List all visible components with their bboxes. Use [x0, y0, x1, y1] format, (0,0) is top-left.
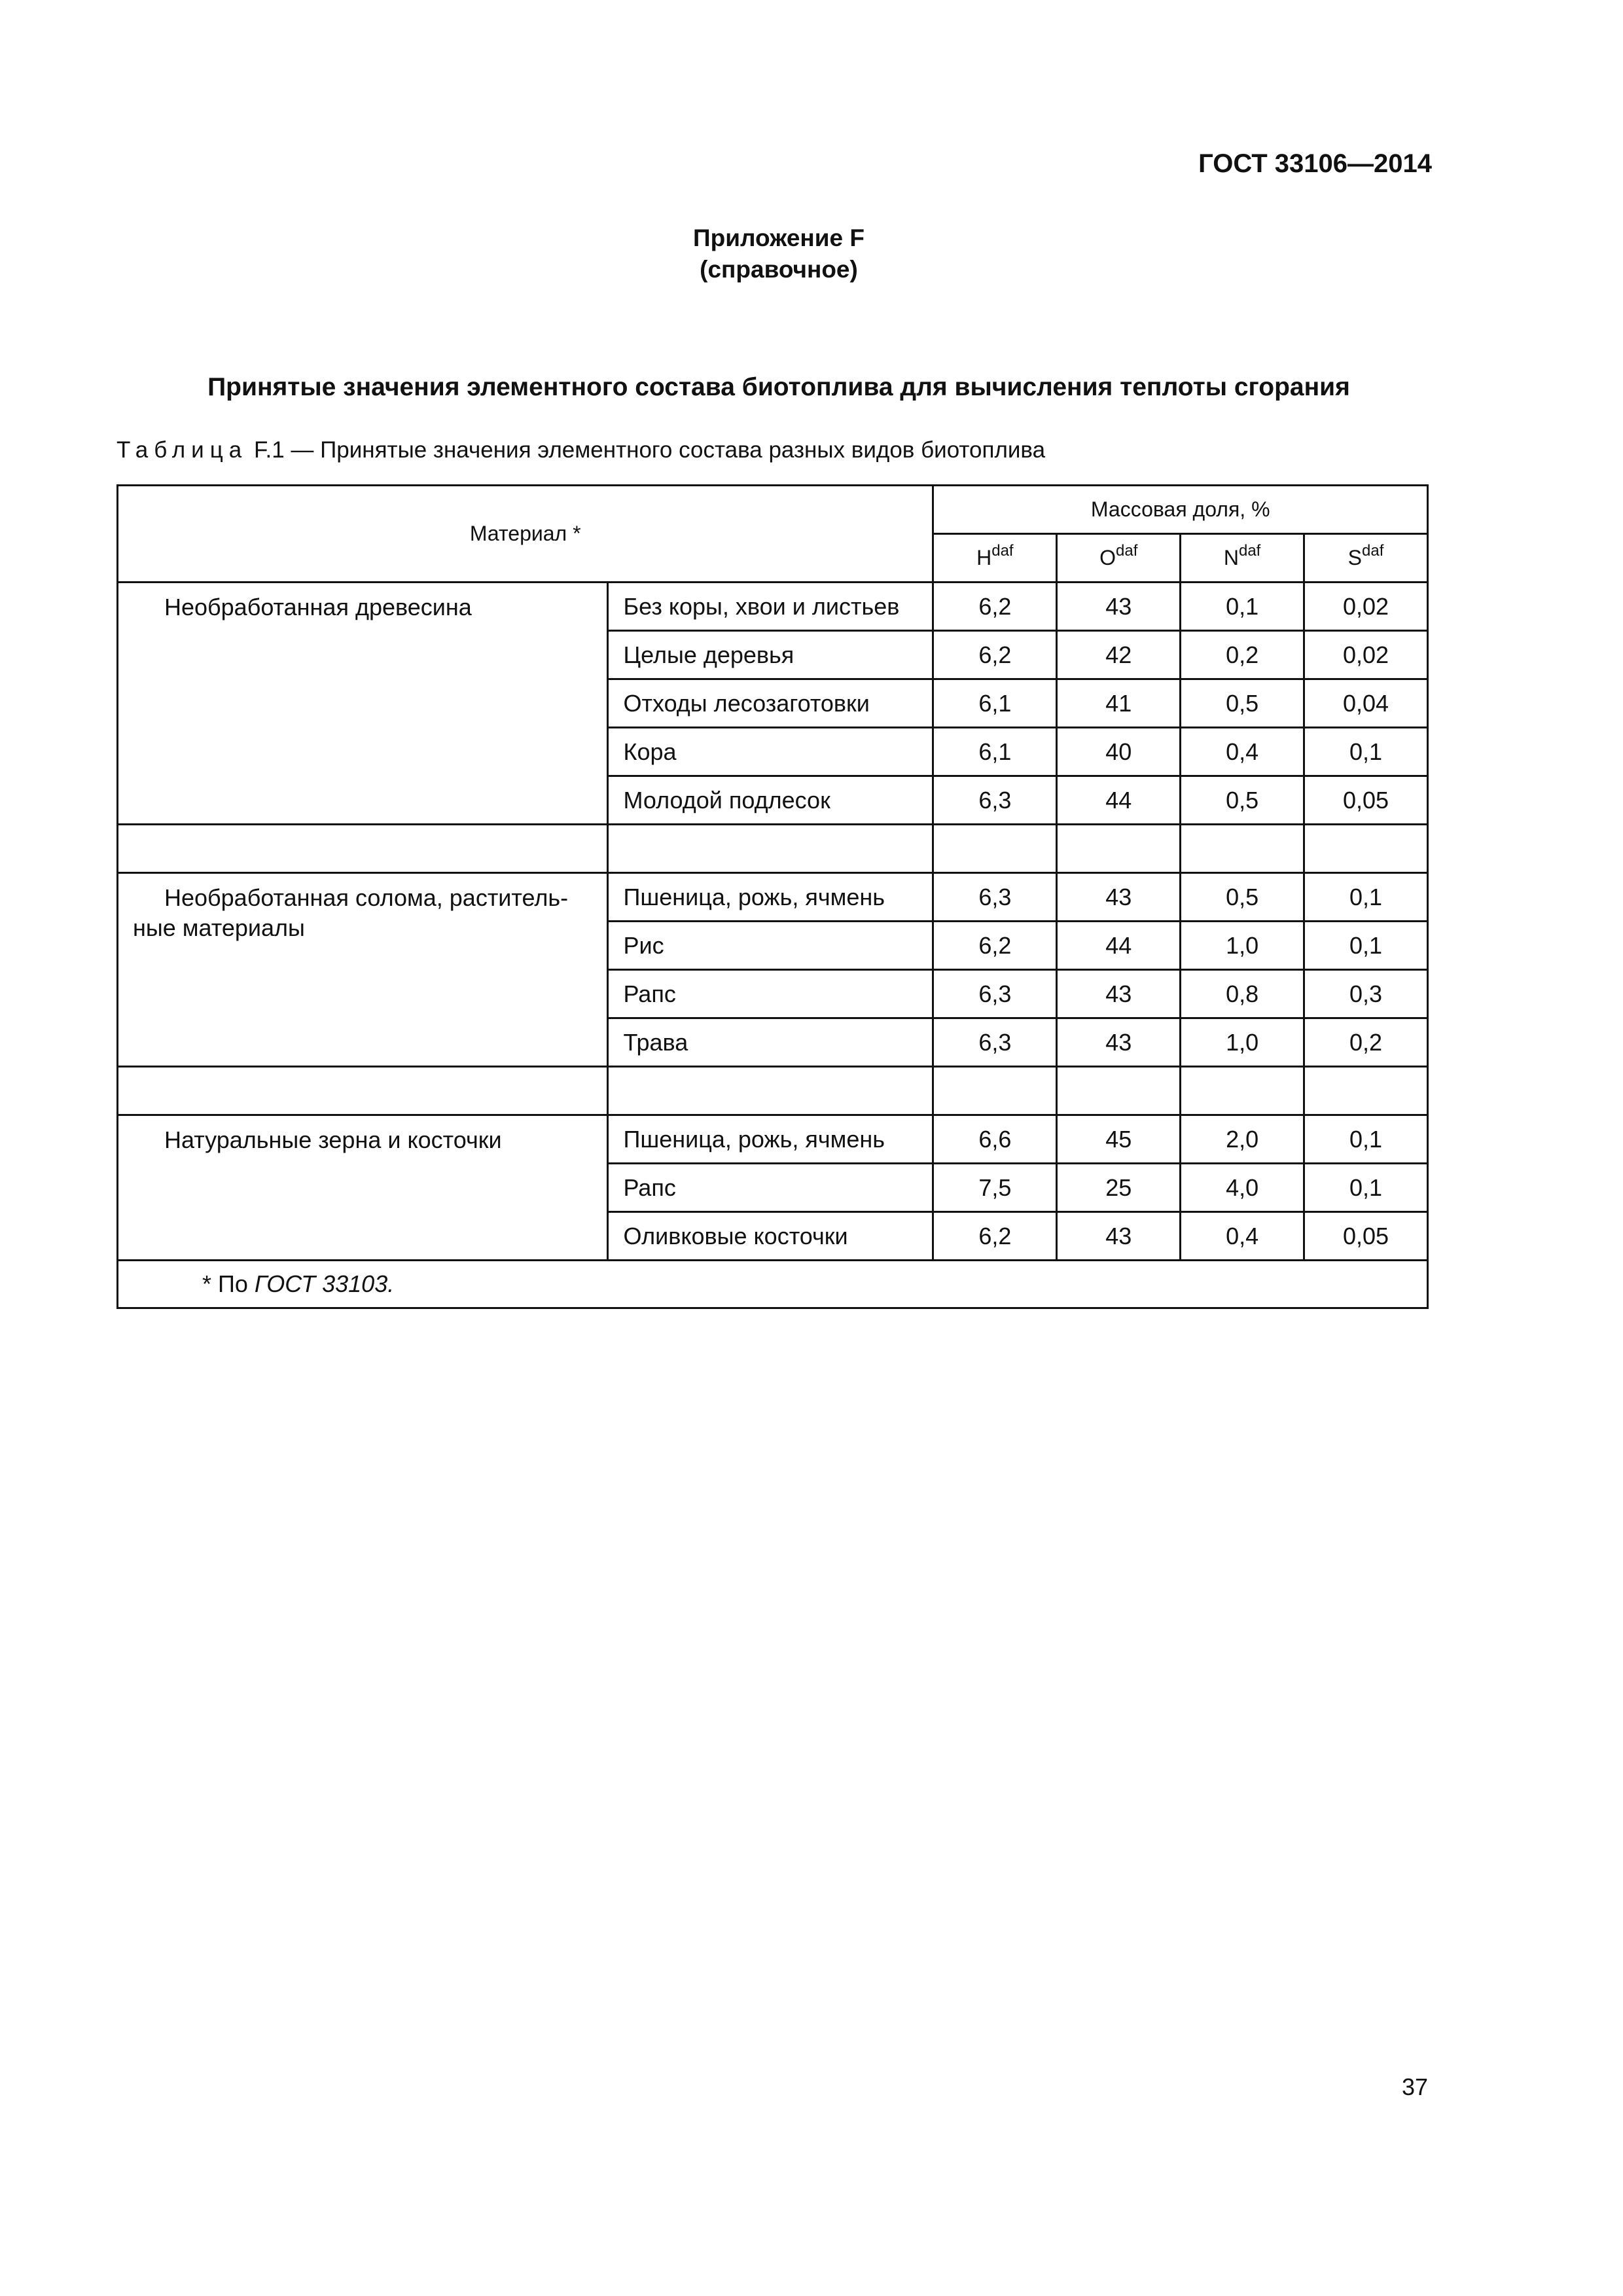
empty-cell: [1304, 825, 1428, 873]
header-o: $O^{daf}$: [1057, 534, 1181, 583]
n-cell: 0,2: [1181, 631, 1304, 679]
subtype-cell: Оливковые косточки: [608, 1212, 933, 1261]
empty-cell: [1304, 1067, 1428, 1115]
h-cell: 6,2: [933, 922, 1057, 970]
s-cell: 0,1: [1304, 873, 1428, 922]
header-mass-fraction: Массовая доля, %: [933, 486, 1428, 534]
h-cell: 6,6: [933, 1115, 1057, 1164]
n-cell: 0,4: [1181, 728, 1304, 776]
page-number: 37: [1401, 2073, 1428, 2100]
subtype-cell: Целые деревья: [608, 631, 933, 679]
o-cell: 43: [1057, 970, 1181, 1018]
s-cell: 0,05: [1304, 776, 1428, 825]
empty-cell: [1057, 1067, 1181, 1115]
o-cell: 42: [1057, 631, 1181, 679]
empty-row: [118, 825, 1428, 873]
document-id: ГОСТ 33106—2014: [1198, 149, 1432, 178]
n-cell: 0,1: [1181, 583, 1304, 631]
h-cell: 7,5: [933, 1164, 1057, 1212]
n-cell: 0,5: [1181, 873, 1304, 922]
o-cell: 25: [1057, 1164, 1181, 1212]
n-cell: 0,8: [1181, 970, 1304, 1018]
header-h: $H^{daf}$: [933, 534, 1057, 583]
empty-cell: [1181, 825, 1304, 873]
footnote-reference: ГОСТ 33103.: [254, 1270, 395, 1297]
footnote-row: [118, 1261, 1428, 1308]
material-line-1: Необработанная солома, раститель-: [164, 884, 569, 911]
empty-cell: [933, 825, 1057, 873]
o-cell: 44: [1057, 776, 1181, 825]
o-cell: 41: [1057, 679, 1181, 728]
subtype-cell: Пшеница, рожь, ячмень: [608, 1115, 933, 1164]
table-footnote: [118, 1261, 1428, 1308]
table-caption: [116, 437, 1045, 463]
table-header-row: [118, 486, 1428, 534]
empty-cell: [933, 1067, 1057, 1115]
empty-cell: [1057, 825, 1181, 873]
h-cell: 6,3: [933, 970, 1057, 1018]
subtype-cell: Молодой подлесок: [608, 776, 933, 825]
n-cell: 0,5: [1181, 679, 1304, 728]
subtype-cell: Без коры, хвои и листьев: [608, 583, 933, 631]
footnote-prefix: * По: [202, 1270, 255, 1297]
subtype-cell: Рис: [608, 922, 933, 970]
s-cell: 0,02: [1304, 631, 1428, 679]
h-cell: 6,3: [933, 1018, 1057, 1067]
table-caption-label: Таблица: [116, 437, 248, 463]
section-heading: Принятые значения элементного состава биотоплива для вычисления теплоты сгорания: [207, 373, 1350, 401]
o-cell: 43: [1057, 873, 1181, 922]
material-cell: [118, 873, 608, 1067]
n-cell: 2,0: [1181, 1115, 1304, 1164]
table-row: [118, 873, 1428, 922]
subtype-cell: Отходы лесозаготовки: [608, 679, 933, 728]
n-cell: 0,4: [1181, 1212, 1304, 1261]
s-cell: 0,02: [1304, 583, 1428, 631]
empty-cell: [118, 825, 608, 873]
subtype-cell: Трава: [608, 1018, 933, 1067]
n-cell: 0,5: [1181, 776, 1304, 825]
o-cell: 43: [1057, 583, 1181, 631]
appendix-status: (справочное): [700, 256, 858, 283]
s-cell: 0,05: [1304, 1212, 1428, 1261]
h-cell: 6,1: [933, 728, 1057, 776]
appendix-title: Приложение F: [693, 224, 865, 251]
n-cell: 1,0: [1181, 922, 1304, 970]
h-cell: 6,1: [933, 679, 1057, 728]
o-cell: 45: [1057, 1115, 1181, 1164]
empty-cell: [1181, 1067, 1304, 1115]
appendix-block: [0, 223, 1558, 285]
o-cell: 43: [1057, 1018, 1181, 1067]
table-row: [118, 1115, 1428, 1164]
header-material: Материал *: [118, 486, 933, 583]
s-cell: 0,1: [1304, 922, 1428, 970]
h-cell: 6,3: [933, 873, 1057, 922]
empty-cell: [118, 1067, 608, 1115]
empty-cell: [608, 1067, 933, 1115]
material-cell: Необработанная древесина: [118, 583, 608, 825]
s-cell: 0,3: [1304, 970, 1428, 1018]
o-cell: 40: [1057, 728, 1181, 776]
n-cell: 1,0: [1181, 1018, 1304, 1067]
subtype-cell: Пшеница, рожь, ячмень: [608, 873, 933, 922]
h-cell: 6,2: [933, 631, 1057, 679]
h-cell: 6,2: [933, 583, 1057, 631]
h-cell: 6,2: [933, 1212, 1057, 1261]
o-cell: 43: [1057, 1212, 1181, 1261]
s-cell: 0,1: [1304, 728, 1428, 776]
subtype-cell: Рапс: [608, 1164, 933, 1212]
header-s: $S^{daf}$: [1304, 534, 1428, 583]
n-cell: 4,0: [1181, 1164, 1304, 1212]
s-cell: 0,2: [1304, 1018, 1428, 1067]
subtype-cell: Кора: [608, 728, 933, 776]
s-cell: 0,1: [1304, 1164, 1428, 1212]
empty-cell: [608, 825, 933, 873]
material-line-2: ные материалы: [133, 914, 305, 941]
header-n: $N^{daf}$: [1181, 534, 1304, 583]
table-caption-text: F.1 — Принятые значения элементного состава разных видов биотоплива: [253, 437, 1046, 463]
material-cell: Натуральные зерна и косточки: [118, 1115, 608, 1261]
table-row: [118, 583, 1428, 631]
composition-table: [116, 484, 1429, 1309]
empty-row: [118, 1067, 1428, 1115]
subtype-cell: Рапс: [608, 970, 933, 1018]
h-cell: 6,3: [933, 776, 1057, 825]
o-cell: 44: [1057, 922, 1181, 970]
s-cell: 0,04: [1304, 679, 1428, 728]
s-cell: 0,1: [1304, 1115, 1428, 1164]
